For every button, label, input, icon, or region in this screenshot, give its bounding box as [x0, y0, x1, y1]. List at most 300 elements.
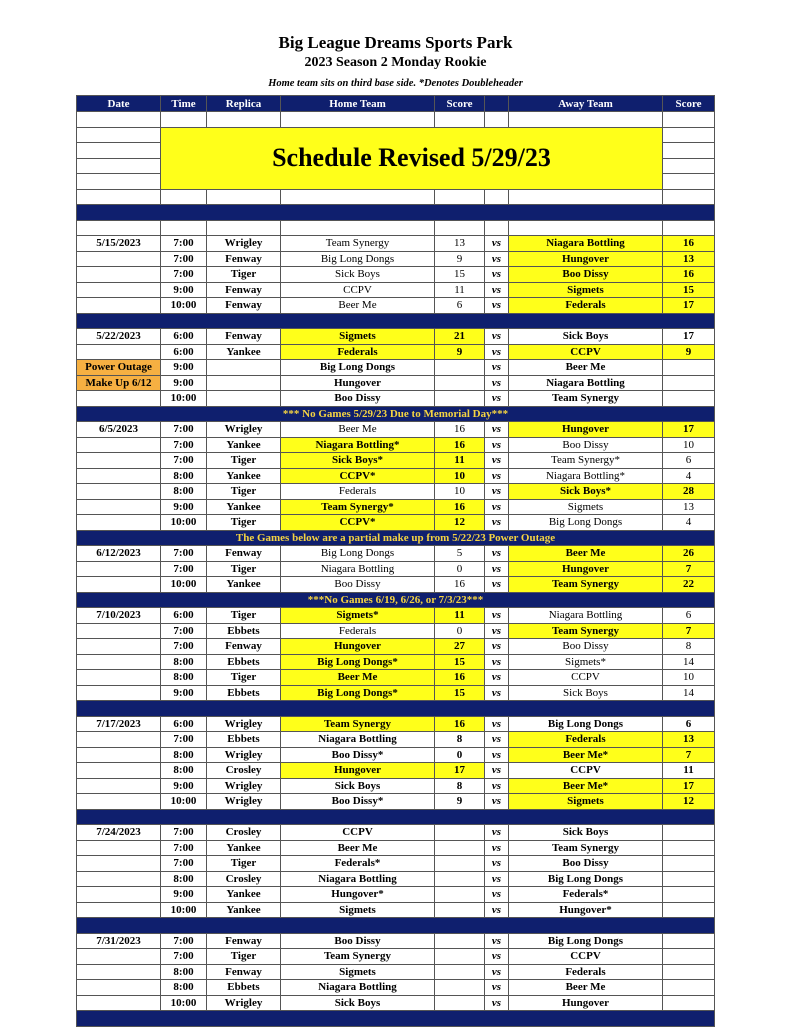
away-team-cell: Federals	[509, 732, 663, 748]
vs-cell: vs	[485, 608, 509, 624]
away-team-cell: Sigmets	[509, 499, 663, 515]
vs-cell: vs	[485, 375, 509, 391]
away-team-cell: Sick Boys	[509, 825, 663, 841]
home-score-cell: 0	[435, 561, 485, 577]
date-cell	[77, 670, 161, 686]
vs-cell: vs	[485, 871, 509, 887]
col-away-score: Score	[663, 96, 715, 112]
table-row	[77, 778, 715, 794]
home-score-cell: 5	[435, 546, 485, 562]
col-date: Date	[77, 96, 161, 112]
date-cell	[77, 437, 161, 453]
time-cell: 7:00	[161, 437, 207, 453]
table-row	[77, 468, 715, 484]
spacer-row	[77, 220, 715, 236]
date-cell	[77, 267, 161, 283]
date-cell: 5/15/2023	[77, 236, 161, 252]
spacer-cell	[509, 220, 663, 236]
table-row	[77, 654, 715, 670]
table-row	[77, 546, 715, 562]
home-score-cell: 11	[435, 608, 485, 624]
replica-cell: Crosley	[207, 825, 281, 841]
vs-cell: vs	[485, 980, 509, 996]
date-cell	[77, 561, 161, 577]
home-score-cell: 6	[435, 298, 485, 314]
replica-cell: Tiger	[207, 515, 281, 531]
home-team-cell: Beer Me	[281, 670, 435, 686]
time-cell: 10:00	[161, 577, 207, 593]
date-cell	[77, 856, 161, 872]
away-score-cell: 6	[663, 608, 715, 624]
home-score-cell: 21	[435, 329, 485, 345]
away-score-cell	[663, 391, 715, 407]
time-cell: 8:00	[161, 747, 207, 763]
home-team-cell: Hungover	[281, 639, 435, 655]
replica-cell: Fenway	[207, 298, 281, 314]
separator-bar	[77, 918, 715, 934]
home-team-cell: Beer Me	[281, 422, 435, 438]
time-cell: 8:00	[161, 763, 207, 779]
home-team-cell: Boo Dissy	[281, 933, 435, 949]
away-score-cell: 28	[663, 484, 715, 500]
away-team-cell: Sigmets*	[509, 654, 663, 670]
vs-cell: vs	[485, 499, 509, 515]
time-cell: 7:00	[161, 267, 207, 283]
notice-text: *** No Games 5/29/23 Due to Memorial Day***	[77, 406, 715, 422]
replica-cell: Tiger	[207, 608, 281, 624]
table-row	[77, 995, 715, 1011]
replica-cell: Tiger	[207, 856, 281, 872]
table-row	[77, 561, 715, 577]
vs-cell: vs	[485, 902, 509, 918]
home-team-cell: Big Long Dongs	[281, 251, 435, 267]
away-score-cell	[663, 980, 715, 996]
replica-cell: Yankee	[207, 468, 281, 484]
vs-cell: vs	[485, 623, 509, 639]
table-row	[77, 856, 715, 872]
home-team-cell: Beer Me	[281, 298, 435, 314]
home-team-cell: Boo Dissy*	[281, 794, 435, 810]
time-cell: 7:00	[161, 825, 207, 841]
time-cell: 9:00	[161, 375, 207, 391]
date-cell: 6/5/2023	[77, 422, 161, 438]
home-score-cell: 8	[435, 778, 485, 794]
table-row	[77, 825, 715, 841]
date-cell	[77, 499, 161, 515]
home-score-cell: 16	[435, 670, 485, 686]
separator-row	[77, 918, 715, 934]
away-score-cell: 8	[663, 639, 715, 655]
time-cell: 9:00	[161, 685, 207, 701]
spacer-cell	[485, 220, 509, 236]
home-score-cell	[435, 964, 485, 980]
date-cell	[77, 964, 161, 980]
replica-cell: Tiger	[207, 949, 281, 965]
vs-cell: vs	[485, 933, 509, 949]
away-score-cell	[663, 964, 715, 980]
replica-cell: Yankee	[207, 887, 281, 903]
date-cell: Make Up 6/12	[77, 375, 161, 391]
vs-cell: vs	[485, 437, 509, 453]
away-score-cell: 17	[663, 422, 715, 438]
table-row	[77, 251, 715, 267]
separator-row	[77, 701, 715, 717]
home-score-cell: 16	[435, 716, 485, 732]
date-cell	[77, 685, 161, 701]
date-cell	[77, 871, 161, 887]
home-team-cell: Sigmets	[281, 964, 435, 980]
away-team-cell: Hungover	[509, 251, 663, 267]
vs-cell: vs	[485, 453, 509, 469]
time-cell: 7:00	[161, 933, 207, 949]
replica-cell: Tiger	[207, 267, 281, 283]
time-cell: 7:00	[161, 251, 207, 267]
schedule-table	[76, 95, 715, 1027]
table-row	[77, 437, 715, 453]
date-cell	[77, 468, 161, 484]
time-cell: 10:00	[161, 902, 207, 918]
vs-cell: vs	[485, 639, 509, 655]
separator-bar	[77, 809, 715, 825]
replica-cell: Wrigley	[207, 794, 281, 810]
replica-cell: Tiger	[207, 561, 281, 577]
vs-cell: vs	[485, 949, 509, 965]
table-row	[77, 267, 715, 283]
away-score-cell: 6	[663, 453, 715, 469]
away-team-cell: Hungover	[509, 995, 663, 1011]
away-team-cell: Beer Me	[509, 546, 663, 562]
time-cell: 9:00	[161, 360, 207, 376]
away-team-cell: Beer Me	[509, 980, 663, 996]
replica-cell: Fenway	[207, 546, 281, 562]
home-score-cell: 0	[435, 747, 485, 763]
col-away: Away Team	[509, 96, 663, 112]
replica-cell: Fenway	[207, 329, 281, 345]
time-cell: 8:00	[161, 980, 207, 996]
away-score-cell: 6	[663, 716, 715, 732]
away-team-cell: Hungover*	[509, 902, 663, 918]
table-row	[77, 282, 715, 298]
home-score-cell: 15	[435, 685, 485, 701]
away-team-cell: Federals	[509, 298, 663, 314]
home-score-cell: 13	[435, 236, 485, 252]
away-score-cell: 7	[663, 747, 715, 763]
away-team-cell: Boo Dissy	[509, 639, 663, 655]
vs-cell: vs	[485, 856, 509, 872]
away-score-cell: 14	[663, 685, 715, 701]
away-score-cell: 11	[663, 763, 715, 779]
date-cell	[77, 763, 161, 779]
table-row	[77, 902, 715, 918]
replica-cell: Yankee	[207, 902, 281, 918]
home-team-cell: CCPV	[281, 825, 435, 841]
time-cell: 7:00	[161, 546, 207, 562]
spacer-cell	[435, 220, 485, 236]
home-score-cell: 8	[435, 732, 485, 748]
notice-row	[77, 406, 715, 422]
away-score-cell	[663, 949, 715, 965]
away-score-cell	[663, 887, 715, 903]
vs-cell: vs	[485, 267, 509, 283]
home-score-cell	[435, 871, 485, 887]
home-score-cell: 0	[435, 623, 485, 639]
away-score-cell: 13	[663, 499, 715, 515]
home-score-cell	[435, 391, 485, 407]
vs-cell: vs	[485, 561, 509, 577]
spacer-cell	[663, 220, 715, 236]
time-cell: 7:00	[161, 856, 207, 872]
date-cell	[77, 887, 161, 903]
away-team-cell: Big Long Dongs	[509, 515, 663, 531]
replica-cell	[207, 391, 281, 407]
home-score-cell: 27	[435, 639, 485, 655]
col-replica: Replica	[207, 96, 281, 112]
home-team-cell: Big Long Dongs*	[281, 685, 435, 701]
home-team-cell: CCPV	[281, 282, 435, 298]
vs-cell: vs	[485, 468, 509, 484]
home-score-cell	[435, 825, 485, 841]
home-score-cell: 15	[435, 267, 485, 283]
away-score-cell	[663, 840, 715, 856]
table-row	[77, 949, 715, 965]
date-cell	[77, 902, 161, 918]
table-row	[77, 391, 715, 407]
table-row	[77, 871, 715, 887]
replica-cell: Ebbets	[207, 685, 281, 701]
time-cell: 9:00	[161, 778, 207, 794]
table-row	[77, 515, 715, 531]
replica-cell: Yankee	[207, 577, 281, 593]
header-row	[77, 96, 715, 112]
replica-cell: Wrigley	[207, 716, 281, 732]
home-score-cell: 11	[435, 453, 485, 469]
away-score-cell: 26	[663, 546, 715, 562]
replica-cell: Wrigley	[207, 995, 281, 1011]
date-cell	[77, 747, 161, 763]
home-team-cell: Federals	[281, 484, 435, 500]
date-cell	[77, 949, 161, 965]
time-cell: 9:00	[161, 499, 207, 515]
table-row	[77, 329, 715, 345]
away-score-cell: 17	[663, 329, 715, 345]
away-team-cell: CCPV	[509, 949, 663, 965]
time-cell: 7:00	[161, 561, 207, 577]
time-cell: 7:00	[161, 453, 207, 469]
replica-cell: Yankee	[207, 344, 281, 360]
vs-cell: vs	[485, 716, 509, 732]
away-score-cell: 7	[663, 561, 715, 577]
vs-cell: vs	[485, 794, 509, 810]
table-row	[77, 375, 715, 391]
home-score-cell: 9	[435, 251, 485, 267]
away-score-cell	[663, 995, 715, 1011]
time-cell: 7:00	[161, 422, 207, 438]
home-team-cell: Beer Me	[281, 840, 435, 856]
home-team-cell: Niagara Bottling	[281, 561, 435, 577]
away-team-cell: Team Synergy	[509, 623, 663, 639]
table-row	[77, 499, 715, 515]
away-score-cell: 13	[663, 251, 715, 267]
home-score-cell: 16	[435, 499, 485, 515]
table-row	[77, 732, 715, 748]
table-row	[77, 577, 715, 593]
home-score-cell	[435, 887, 485, 903]
away-team-cell: Beer Me	[509, 360, 663, 376]
vs-cell: vs	[485, 391, 509, 407]
away-score-cell: 4	[663, 515, 715, 531]
date-cell: 6/12/2023	[77, 546, 161, 562]
vs-cell: vs	[485, 654, 509, 670]
time-cell: 8:00	[161, 871, 207, 887]
home-team-cell: Sick Boys*	[281, 453, 435, 469]
home-team-cell: Big Long Dongs*	[281, 654, 435, 670]
spacer-cell	[207, 220, 281, 236]
away-team-cell: Niagara Bottling	[509, 236, 663, 252]
time-cell: 7:00	[161, 732, 207, 748]
page-title: Big League Dreams Sports Park	[278, 33, 513, 52]
table-row	[77, 685, 715, 701]
home-score-cell	[435, 902, 485, 918]
time-cell: 7:00	[161, 236, 207, 252]
date-cell	[77, 654, 161, 670]
away-team-cell: Team Synergy	[509, 391, 663, 407]
table-row	[77, 608, 715, 624]
replica-cell: Yankee	[207, 499, 281, 515]
vs-cell: vs	[485, 763, 509, 779]
replica-cell: Ebbets	[207, 732, 281, 748]
replica-cell: Fenway	[207, 282, 281, 298]
table-row	[77, 840, 715, 856]
time-cell: 6:00	[161, 329, 207, 345]
time-cell: 6:00	[161, 344, 207, 360]
home-team-cell: Sick Boys	[281, 267, 435, 283]
vs-cell: vs	[485, 236, 509, 252]
replica-cell: Crosley	[207, 871, 281, 887]
date-cell: Power Outage	[77, 360, 161, 376]
notice-text: ***No Games 6/19, 6/26, or 7/3/23***	[77, 592, 715, 608]
date-cell: 5/22/2023	[77, 329, 161, 345]
date-cell	[77, 778, 161, 794]
away-team-cell: Boo Dissy	[509, 856, 663, 872]
date-cell	[77, 484, 161, 500]
time-cell: 8:00	[161, 654, 207, 670]
home-score-cell: 15	[435, 654, 485, 670]
replica-cell	[207, 360, 281, 376]
time-cell: 10:00	[161, 515, 207, 531]
revised-banner: Schedule Revised 5/29/23	[161, 127, 663, 189]
date-cell	[77, 623, 161, 639]
vs-cell: vs	[485, 282, 509, 298]
col-home: Home Team	[281, 96, 435, 112]
away-score-cell: 12	[663, 794, 715, 810]
time-cell: 9:00	[161, 282, 207, 298]
vs-cell: vs	[485, 251, 509, 267]
replica-cell: Fenway	[207, 639, 281, 655]
away-team-cell: Hungover	[509, 561, 663, 577]
time-cell: 6:00	[161, 608, 207, 624]
date-cell	[77, 639, 161, 655]
home-team-cell: Big Long Dongs	[281, 360, 435, 376]
replica-cell: Fenway	[207, 251, 281, 267]
table-row	[77, 360, 715, 376]
away-score-cell	[663, 902, 715, 918]
home-score-cell: 9	[435, 794, 485, 810]
home-team-cell: Team Synergy	[281, 236, 435, 252]
home-team-cell: Sick Boys	[281, 778, 435, 794]
replica-cell: Wrigley	[207, 747, 281, 763]
time-cell: 7:00	[161, 840, 207, 856]
time-cell: 8:00	[161, 670, 207, 686]
away-team-cell: Team Synergy	[509, 577, 663, 593]
away-score-cell: 4	[663, 468, 715, 484]
vs-cell: vs	[485, 577, 509, 593]
away-team-cell: Sick Boys	[509, 329, 663, 345]
separator-row	[77, 809, 715, 825]
away-team-cell: Big Long Dongs	[509, 871, 663, 887]
home-team-cell: Niagara Bottling	[281, 732, 435, 748]
home-team-cell: Federals	[281, 623, 435, 639]
spacer-cell	[281, 220, 435, 236]
vs-cell: vs	[485, 515, 509, 531]
away-team-cell: Big Long Dongs	[509, 933, 663, 949]
away-team-cell: Federals	[509, 964, 663, 980]
away-team-cell: Boo Dissy	[509, 437, 663, 453]
separator-bar	[77, 313, 715, 329]
away-team-cell: Big Long Dongs	[509, 716, 663, 732]
away-team-cell: Team Synergy	[509, 840, 663, 856]
vs-cell: vs	[485, 825, 509, 841]
replica-cell: Ebbets	[207, 654, 281, 670]
away-team-cell: Hungover	[509, 422, 663, 438]
home-team-cell: Hungover	[281, 375, 435, 391]
away-score-cell: 16	[663, 236, 715, 252]
away-score-cell: 10	[663, 437, 715, 453]
home-team-cell: Boo Dissy	[281, 391, 435, 407]
col-time: Time	[161, 96, 207, 112]
home-score-cell	[435, 949, 485, 965]
home-score-cell: 11	[435, 282, 485, 298]
away-score-cell: 16	[663, 267, 715, 283]
date-cell	[77, 840, 161, 856]
table-row	[77, 747, 715, 763]
vs-cell: vs	[485, 670, 509, 686]
home-team-cell: Team Synergy	[281, 949, 435, 965]
time-cell: 7:00	[161, 639, 207, 655]
replica-cell: Tiger	[207, 453, 281, 469]
replica-cell: Wrigley	[207, 236, 281, 252]
spacer-cell	[161, 220, 207, 236]
col-home-score: Score	[435, 96, 485, 112]
vs-cell: vs	[485, 840, 509, 856]
table-row	[77, 887, 715, 903]
away-team-cell: Niagara Bottling	[509, 608, 663, 624]
time-cell: 10:00	[161, 391, 207, 407]
separator-row	[77, 205, 715, 221]
home-score-cell	[435, 360, 485, 376]
date-cell	[77, 732, 161, 748]
table-row	[77, 933, 715, 949]
date-cell	[77, 391, 161, 407]
away-team-cell: Sigmets	[509, 794, 663, 810]
away-team-cell: Sick Boys	[509, 685, 663, 701]
vs-cell: vs	[485, 732, 509, 748]
replica-cell: Wrigley	[207, 778, 281, 794]
away-score-cell: 17	[663, 778, 715, 794]
table-row	[77, 639, 715, 655]
away-score-cell	[663, 871, 715, 887]
date-cell: 7/17/2023	[77, 716, 161, 732]
vs-cell: vs	[485, 298, 509, 314]
